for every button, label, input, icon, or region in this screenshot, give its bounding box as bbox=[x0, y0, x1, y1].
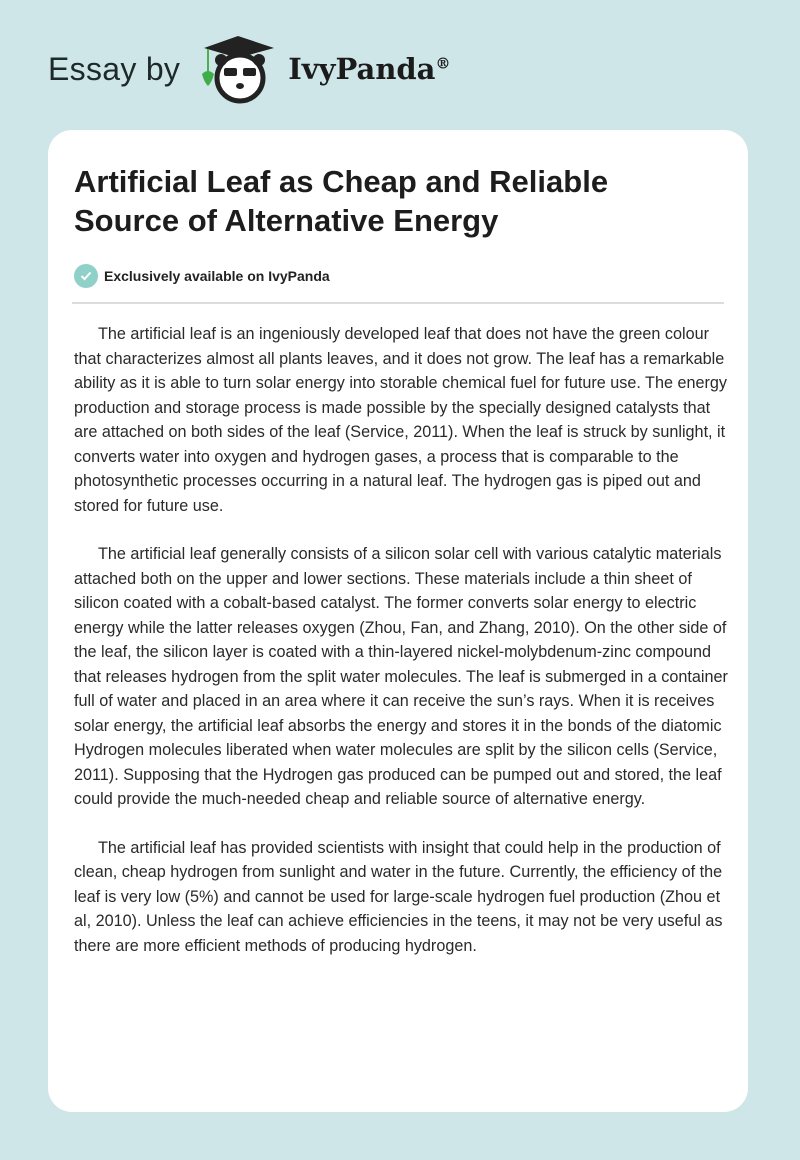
essay-by-label: Essay by bbox=[48, 50, 181, 87]
badge-label: Exclusively available on IvyPanda bbox=[104, 268, 330, 284]
panda-logo-icon bbox=[194, 34, 280, 104]
paragraph: The artificial leaf generally consists of a silicon solar cell with various catalytic materials attached both on the upper and lower sections. These materials include a thin sheet of silicon coated with a cobalt-based catalyst. The former converts solar energy to electric energy while the latter releases oxygen (Zhou, Fan, and Zhang, 2010). On the other side of the leaf, the silicon layer is coated with a thin-layered nickel-molybdenum-zinc compound that releases hydrogen from the split water molecules. The leaf is submerged in a container full of water and placed in an area where it can receive the sun’s rays. When it is receives solar energy, the artificial leaf absorbs the energy and stores it in the bonds of the diatomic Hydrogen molecules liberated when water molecules are split by the silicon cells (Service, 2011). Supposing that the Hydrogen gas produced can be pumped out and stored, the leaf could provide the much-needed cheap and reliable source of alternative energy. bbox=[74, 545, 728, 808]
page-title: Artificial Leaf as Cheap and Reliable Source of Alternative Energy bbox=[74, 164, 609, 238]
site-logo[interactable] bbox=[48, 34, 450, 104]
registered-mark: ® bbox=[435, 54, 451, 73]
brand-name bbox=[288, 52, 450, 86]
exclusive-badge bbox=[74, 264, 330, 288]
divider bbox=[72, 302, 724, 304]
check-icon bbox=[74, 264, 98, 288]
paragraph: The artificial leaf has provided scientists with insight that could help in the production of clean, cheap hydrogen from sunlight and water in the future. Currently, the efficiency of the leaf is very low (5%) and cannot be used for large-scale hydrogen fuel production (Zhou et al, 2010). Unless the leaf can achieve efficiencies in the teens, it may not be very useful as there are more efficient methods of producing hydrogen. bbox=[74, 838, 723, 955]
essay-body bbox=[74, 322, 728, 982]
brand-text: IvyPanda bbox=[288, 52, 436, 86]
essay-card bbox=[48, 130, 748, 1112]
paragraph: The artificial leaf is an ingeniously developed leaf that does not have the green colour that characterizes almost all plants leaves, and it does not grow. The leaf has a remarkable ability as it is able to turn solar energy into storable chemical fuel for future use. The energy production and storage process is made possible by the specially designed catalysts that are attached on both sides of the leaf (Service, 2011). When the leaf is struck by sunlight, it converts water into oxygen and hydrogen gases, a process that is comparable to the photosynthetic processes occurring in a natural leaf. The hydrogen gas is piped out and stored for future use. bbox=[74, 325, 727, 515]
